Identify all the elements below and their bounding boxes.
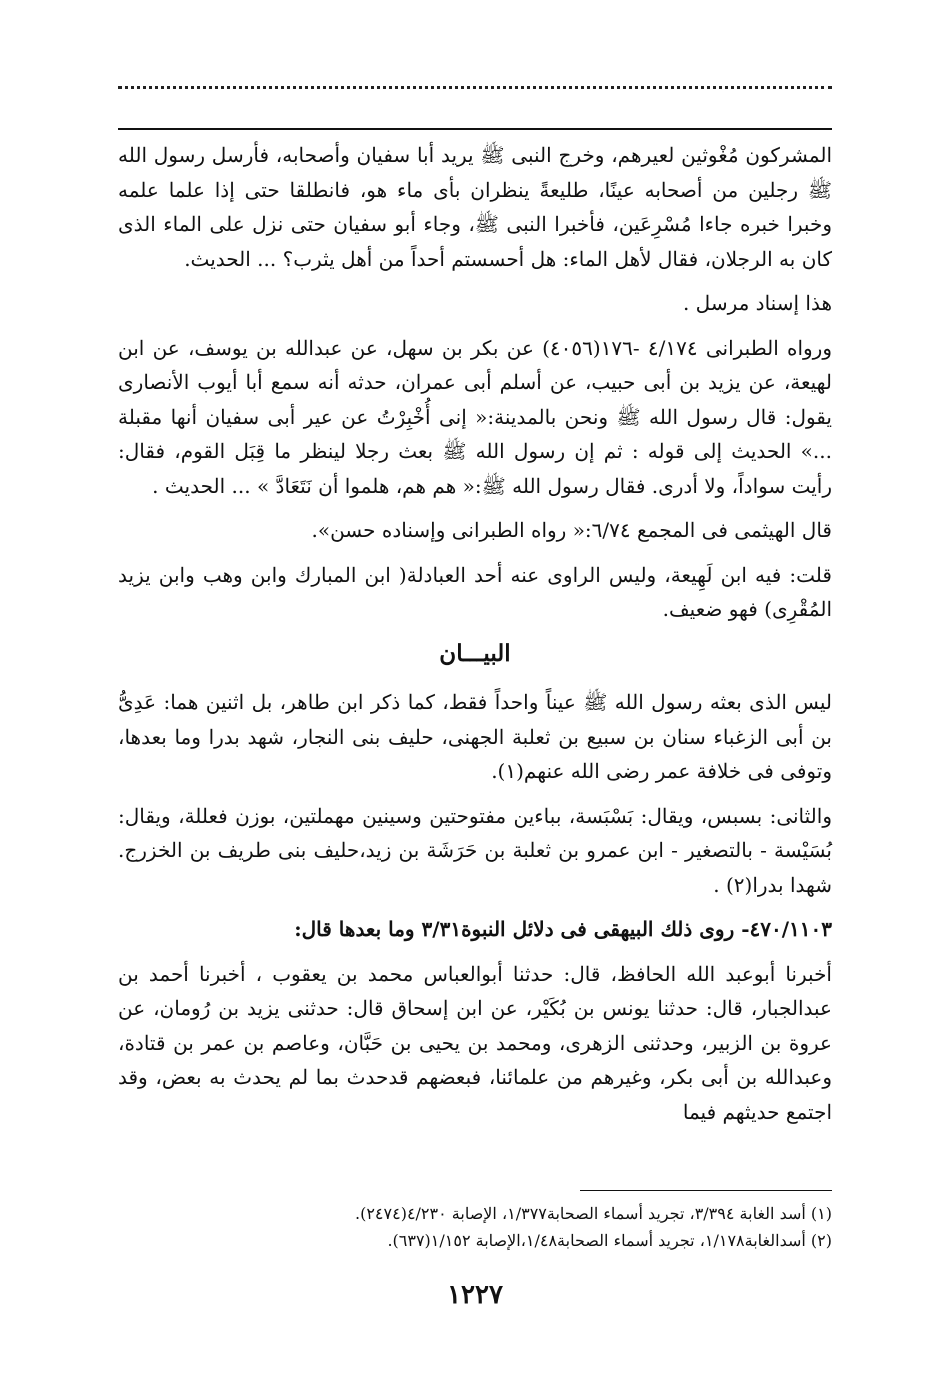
footnote: (٢) أسدالغابة١/١٧٨، تجريد أسماء الصحابة١/٤٨،الإصابة ١/١٥٢(٦٣٧). <box>387 1231 832 1250</box>
paragraph: ٤٧٠/١١٠٣- روى ذلك البيهقى فى دلائل النبوة٣/٣١ وما بعدها قال: <box>294 917 832 941</box>
paragraph: والثانى: بسبس، ويقال: بَسْبَسة، بباءين مفتوحتين وسينين مهملتين، بوزن فعللة، ويقال: بُسَيْسة - بالتصغير - ابن عمرو بن ثعلبة بن حَرَشَة بن زيد،حليف بنى طريف بن الخزرج. شهدا بدرا(٢) . <box>118 803 832 897</box>
paragraph: هذا إسناد مرسل . <box>682 291 832 315</box>
paragraph: قلت: فيه ابن لَهِيعة، وليس الراوى عنه أحد العبادلة( ابن المبارك وابن وهب وابن يزيد المُقْرِى) فهو ضعيف. <box>118 562 832 621</box>
paragraph: ورواه الطبرانى ٤/١٧٤ -١٧٦(٤٠٥٦) عن بكر بن سهل، عن عبدالله بن يوسف، عن ابن لهيعة، عن يزيد بن أبى حبيب، عن أسلم أبى عمران، حدثه أنه سمع أبا أيوب الأنصارى يقول: قال رسول الله ﷺ ونحن بالمدينة:« إنى أُخْبِرْتُ عن عير أبى سفيان أنها مقبلة ...» الحديث إلى قوله : ثم إن رسول الله ﷺ بعث رجلا لينظر ما قِبَل القوم، فقال: رأيت سواداً، ولا أدرى. فقال رسول الله ﷺ:« هم هم، هلموا أن نَتَعَادَّ » ... الحديث . <box>118 335 832 498</box>
header-dotted-line <box>118 86 832 97</box>
footnote-rule <box>580 1190 832 1191</box>
footnotes <box>118 1200 832 1254</box>
footnote: (١) أسد الغابة ٣/٣٩٤، تجريد أسماء الصحابة١/٣٧٧، الإصابة ٤/٢٣٠(٢٤٧٤). <box>354 1204 832 1223</box>
section-heading: البيـــان <box>439 639 511 667</box>
paragraph: المشركون مُغْوثين لعيرهم، وخرج النبى ﷺ يريد أبا سفيان وأصحابه، فأرسل رسول الله ﷺ رجلين من أصحابه عينًا، طليعةً ينظران بأى ماء هو، فانطلقا حتى إذا علما علمه وخبرا خبره جاءا مُسْرِعَين، فأخبرا النبى ﷺ، وجاء أبو سفيان حتى نزل على الماء الذى كان به الرجلان، فقال لأهل الماء: هل أحسستم أحداً من أهل يثرب؟ ... الحديث. <box>118 143 832 271</box>
paragraph: ليس الذى بعثه رسول الله ﷺ عيناً واحداً فقط، كما ذكر ابن طاهر، بل اثنين هما: عَدِىُّ بن أبى الزغباء سنان بن سبيع بن ثعلبة الجهنى، حليف بنى النجار، شهد بدرا وما بعدها، وتوفى فى خلافة عمر رضى الله عنهم(١). <box>118 690 833 783</box>
paragraph: قال الهيثمى فى المجمع ٦/٧٤:« رواه الطبرانى وإسناده حسن». <box>311 518 832 542</box>
main-text <box>118 138 832 1139</box>
page-number: ١٢٢٧ <box>447 1280 503 1310</box>
paragraph: أخبرنا أبوعبد الله الحافظ، قال: حدثنا أبوالعباس محمد بن يعقوب ، أخبرنا أحمد بن عبدالجبار، قال: حدثنا يونس بن بُكَيْر، عن ابن إسحاق قال: حدثنى يزيد بن رُومان، عن عروة بن الزبير، وحدثنى الزهرى، ومحمد بن يحيى بن حَبَّان، وعاصم بن عمر بن قتادة، وعبدالله بن أبى بكر، وغيرهم من علمائنا، فبعضهم قدحدث بما لم يحدث به بعض، وقد اجتمع حديثهم فيما <box>118 961 832 1124</box>
book-page <box>118 0 832 1374</box>
header-rule <box>118 128 832 130</box>
